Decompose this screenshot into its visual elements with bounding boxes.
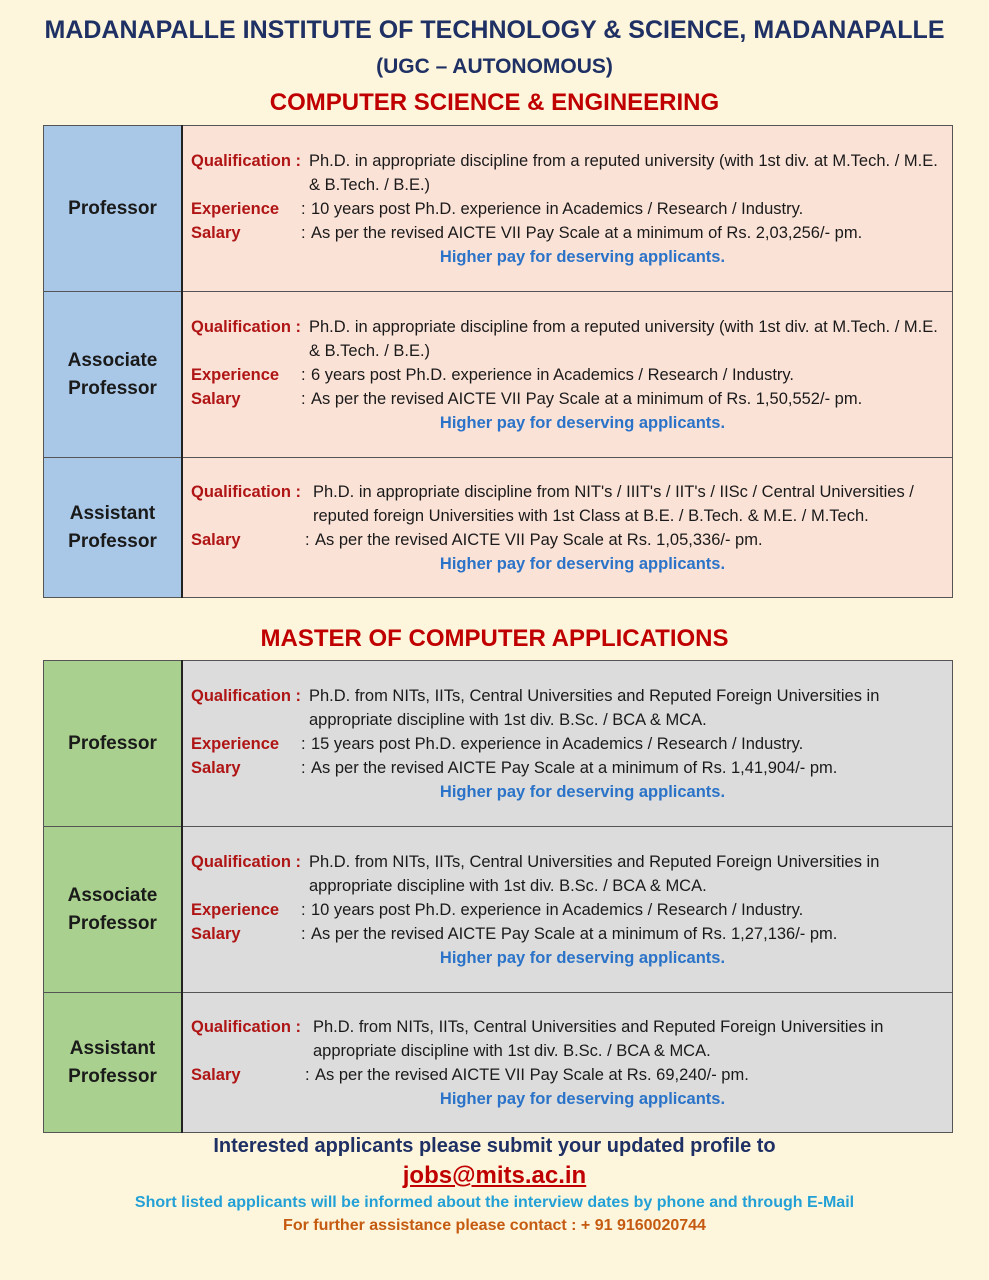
higher-pay-note: Higher pay for deserving applicants. — [439, 554, 726, 573]
experience-label: Experience — [191, 900, 280, 919]
experience-text: 10 years post Ph.D. experience in Academics / Research / Industry. — [311, 199, 804, 218]
higher-pay-note: Higher pay for deserving applicants. — [439, 413, 726, 432]
qualification-label: Qualification — [191, 317, 291, 336]
qualification-label: Qualification — [191, 1017, 291, 1036]
role-label: Assistant Professor — [44, 458, 183, 598]
role-label: Professor — [44, 661, 183, 827]
salary-label: Salary — [191, 223, 241, 242]
institute-title: MADANAPALLE INSTITUTE OF TECHNOLOGY & SCIENCE, MADANAPALLE — [44, 16, 945, 44]
institute-subtitle: (UGC – AUTONOMOUS) — [376, 55, 613, 78]
position-details: Qualification : Ph.D. in appropriate discipline from a reputed university (with 1st div. at M.Tech. / M.E. & B.Tech. / B.E.) Experience : 10 years post Ph.D. experience in Academics / Research / Industry. Salary : As per the revised AICTE VII Pay Scale at a minimum of Rs. 2,03,256/- pm. Higher pay for deserving applicants. — [182, 126, 953, 292]
qualification-text: Ph.D. in appropriate discipline from a reputed university (with 1st div. at M.Tech. / M.E. & B.Tech. / B.E.) — [309, 317, 938, 360]
role-label: Associate Professor — [44, 292, 183, 458]
cse-positions-table — [43, 125, 953, 598]
position-details: Qualification : Ph.D. in appropriate discipline from NIT's / IIIT's / IIT's / IISc / Central Universities / reputed foreign Universities with 1st Class at B.E. / B.Tech. & M.E. / M.Tech. Salary : As per the revised AICTE VII Pay Scale at Rs. 1,05,336/- pm. Higher pay for deserving applicants. — [182, 458, 953, 598]
mca-assistant-professor-row — [44, 993, 953, 1133]
shortlist-note: Short listed applicants will be informed about the interview dates by phone and through E-Mail — [134, 1194, 855, 1211]
mca-positions-table — [43, 660, 953, 1133]
salary-text: As per the revised AICTE VII Pay Scale at a minimum of Rs. 1,50,552/- pm. — [311, 389, 863, 408]
experience-label: Experience — [191, 734, 280, 753]
salary-text: As per the revised AICTE Pay Scale at a minimum of Rs. 1,27,136/- pm. — [311, 924, 838, 943]
qualification-text: Ph.D. in appropriate discipline from a reputed university (with 1st div. at M.Tech. / M.E. & B.Tech. / B.E.) — [309, 151, 938, 194]
higher-pay-note: Higher pay for deserving applicants. — [439, 1089, 726, 1108]
qualification-text: Ph.D. from NITs, IITs, Central Universities and Reputed Foreign Universities in appropriate discipline with 1st div. B.Sc. / BCA & MCA. — [309, 686, 880, 729]
role-label: Assistant Professor — [44, 993, 183, 1133]
higher-pay-note: Higher pay for deserving applicants. — [439, 247, 726, 266]
salary-label: Salary — [191, 758, 241, 777]
position-details: Qualification : Ph.D. from NITs, IITs, Central Universities and Reputed Foreign Universities in appropriate discipline with 1st div. B.Sc. / BCA & MCA. Salary : As per the revised AICTE VII Pay Scale at Rs. 69,240/- pm. Higher pay for deserving applicants. — [182, 993, 953, 1133]
role-label: Professor — [44, 126, 183, 292]
salary-text: As per the revised AICTE VII Pay Scale at Rs. 1,05,336/- pm. — [315, 530, 763, 549]
email-link[interactable]: jobs@mits.ac.in — [402, 1162, 587, 1189]
mca-associate-professor-row — [44, 827, 953, 993]
position-details: Qualification : Ph.D. from NITs, IITs, Central Universities and Reputed Foreign Universities in appropriate discipline with 1st div. B.Sc. / BCA & MCA. Experience : 10 years post Ph.D. experience in Academics / Research / Industry. Salary : As per the revised AICTE Pay Scale at a minimum of Rs. 1,27,136/- pm. Higher pay for deserving applicants. — [182, 827, 953, 993]
higher-pay-note: Higher pay for deserving applicants. — [439, 782, 726, 801]
qualification-label: Qualification — [191, 482, 291, 501]
experience-text: 6 years post Ph.D. experience in Academics / Research / Industry. — [311, 365, 795, 384]
qualification-text: Ph.D. in appropriate discipline from NIT's / IIIT's / IIT's / IISc / Central Universities / reputed foreign Universities with 1st Class at B.E. / B.Tech. & M.E. / M.Tech. — [313, 482, 914, 525]
contact-note: For further assistance please contact : + 91 9160020744 — [283, 1217, 706, 1234]
cse-professor-row — [44, 126, 953, 292]
higher-pay-note: Higher pay for deserving applicants. — [439, 948, 726, 967]
salary-text: As per the revised AICTE VII Pay Scale at Rs. 69,240/- pm. — [315, 1065, 749, 1084]
cse-department-title: COMPUTER SCIENCE & ENGINEERING — [269, 89, 720, 116]
mca-department-title: MASTER OF COMPUTER APPLICATIONS — [260, 625, 729, 652]
salary-text: As per the revised AICTE VII Pay Scale at a minimum of Rs. 2,03,256/- pm. — [311, 223, 863, 242]
role-label: Associate Professor — [44, 827, 183, 993]
qualification-label: Qualification — [191, 686, 291, 705]
qualification-text: Ph.D. from NITs, IITs, Central Universities and Reputed Foreign Universities in appropriate discipline with 1st div. B.Sc. / BCA & MCA. — [313, 1017, 884, 1060]
salary-label: Salary — [191, 389, 241, 408]
qualification-label: Qualification — [191, 151, 291, 170]
qualification-label: Qualification — [191, 852, 291, 871]
position-details: Qualification : Ph.D. in appropriate discipline from a reputed university (with 1st div. at M.Tech. / M.E. & B.Tech. / B.E.) Experience : 6 years post Ph.D. experience in Academics / Research / Industry. Salary : As per the revised AICTE VII Pay Scale at a minimum of Rs. 1,50,552/- pm. Higher pay for deserving applicants. — [182, 292, 953, 458]
salary-label: Salary — [191, 1065, 241, 1084]
apply-instruction: Interested applicants please submit your updated profile to — [213, 1135, 776, 1157]
salary-text: As per the revised AICTE Pay Scale at a minimum of Rs. 1,41,904/- pm. — [311, 758, 838, 777]
experience-text: 15 years post Ph.D. experience in Academics / Research / Industry. — [311, 734, 804, 753]
salary-label: Salary — [191, 530, 241, 549]
experience-label: Experience — [191, 365, 280, 384]
position-details: Qualification : Ph.D. from NITs, IITs, Central Universities and Reputed Foreign Universities in appropriate discipline with 1st div. B.Sc. / BCA & MCA. Experience : 15 years post Ph.D. experience in Academics / Research / Industry. Salary : As per the revised AICTE Pay Scale at a minimum of Rs. 1,41,904/- pm. Higher pay for deserving applicants. — [182, 661, 953, 827]
salary-label: Salary — [191, 924, 241, 943]
cse-associate-professor-row — [44, 292, 953, 458]
mca-professor-row — [44, 661, 953, 827]
experience-text: 10 years post Ph.D. experience in Academics / Research / Industry. — [311, 900, 804, 919]
qualification-text: Ph.D. from NITs, IITs, Central Universities and Reputed Foreign Universities in appropriate discipline with 1st div. B.Sc. / BCA & MCA. — [309, 852, 880, 895]
cse-assistant-professor-row — [44, 458, 953, 598]
experience-label: Experience — [191, 199, 280, 218]
